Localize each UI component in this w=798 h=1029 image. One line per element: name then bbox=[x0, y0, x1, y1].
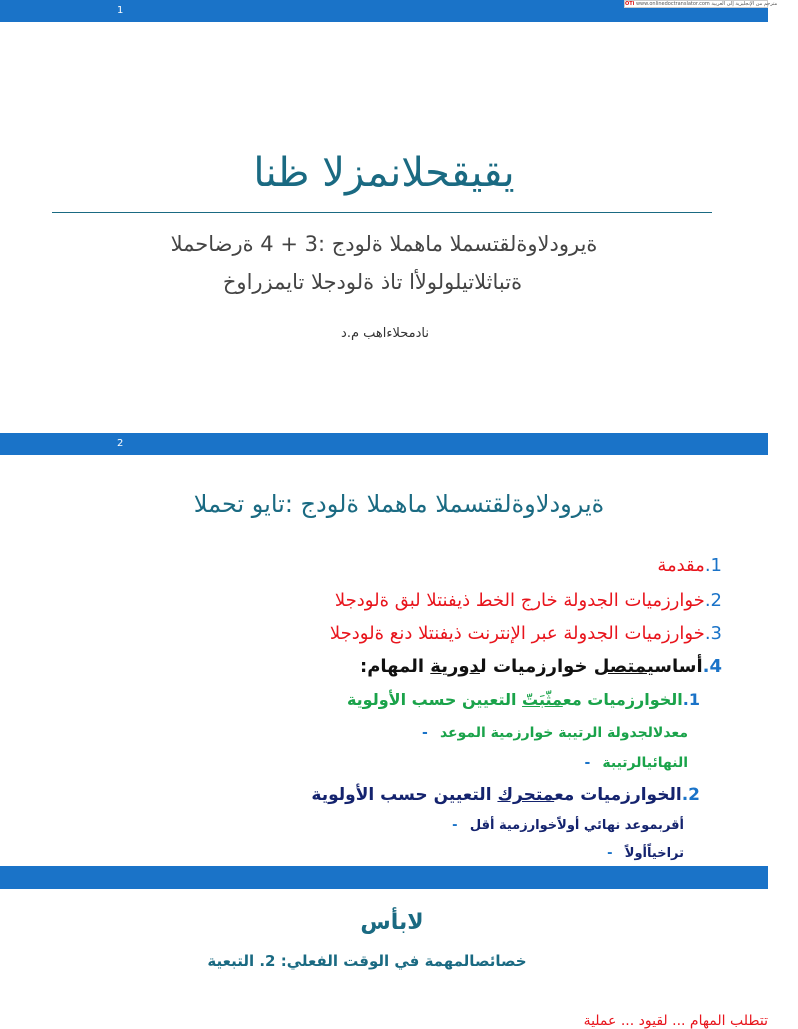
translator-text: www.onlinedoctranslator.com مترجم من الإنجليزية إلى العربية bbox=[635, 1, 778, 7]
slide-1-header-band bbox=[0, 0, 778, 22]
slide-1-title: يقيقحلانمزلا ظنا bbox=[253, 150, 515, 196]
toc-underlined-word: متحرك bbox=[497, 785, 555, 805]
toc-item-text: مقدمة bbox=[657, 555, 705, 576]
toc-item-number: 1. bbox=[682, 690, 700, 709]
toc-item-text: الخوارزميات مع bbox=[554, 785, 682, 805]
toc-item-3 bbox=[330, 623, 722, 644]
toc-item-text: المهام: bbox=[360, 656, 431, 677]
toc-item-4-1 bbox=[347, 690, 700, 709]
translator-watermark[interactable] bbox=[624, 0, 778, 8]
bullet-text: معدلالجدولة الرتيبة خوارزمية الموعد bbox=[439, 725, 688, 741]
toc-item-number: 4. bbox=[702, 656, 722, 677]
bullet-text: تراخياًأولاً bbox=[624, 846, 684, 861]
bullet-text: أقربموعد نهائي أولاًخوارزمية أقل bbox=[469, 818, 684, 833]
dash-bullet-icon: - bbox=[607, 846, 613, 861]
slide-2-title: ةيرودلاوةلقتسملا ماهملا ةلودج :تايو تحملا bbox=[193, 490, 605, 518]
slide-1-author: نادمحلاءاهب م.د bbox=[341, 326, 429, 341]
toc-item-number: 2. bbox=[681, 785, 700, 805]
toc-item-number: 2. bbox=[704, 590, 722, 611]
bullet-text: النهائيالرتيبة bbox=[602, 755, 688, 771]
slide-1-subtitle-2: ةتباثلاتيلولولأا تاذ ةلودجلا تايمزراوخ bbox=[222, 270, 523, 294]
slide-2-number: 2 bbox=[117, 438, 124, 449]
toc-bullet-4-2-1 bbox=[440, 818, 684, 833]
toc-bullet-4-2-2 bbox=[595, 846, 684, 861]
title-divider bbox=[52, 212, 712, 213]
slide-1-number: 1 bbox=[117, 5, 124, 16]
translator-logo: OTi bbox=[625, 1, 635, 7]
slide-3-header-band bbox=[0, 866, 768, 889]
slide-3-title: لابأس bbox=[360, 910, 424, 935]
toc-item-number: 1. bbox=[704, 555, 722, 576]
toc-underlined-word: مثّبَتّ bbox=[522, 690, 563, 709]
dash-bullet-icon: - bbox=[422, 725, 428, 741]
toc-item-2 bbox=[335, 590, 722, 611]
slide-2-header-band bbox=[0, 433, 768, 455]
toc-item-4-2 bbox=[311, 785, 700, 805]
toc-item-text: خوارزميات الجدولة خارج الخط ذيفنتلا لبق ةلودجلا bbox=[334, 590, 705, 611]
toc-underlined-word: متصل bbox=[593, 656, 647, 677]
dash-bullet-icon: - bbox=[584, 755, 591, 771]
slide-1-subtitle-1: ةيرودلاوةلقتسملا ماهملا ةلودج :3 + 4 ةرضاحملا bbox=[170, 232, 598, 256]
toc-item-text: التعيين حسب الأولوية bbox=[346, 690, 523, 709]
toc-item-text: أساسي bbox=[646, 656, 703, 677]
toc-bullet-4-1-1 bbox=[410, 725, 688, 741]
dash-bullet-icon: - bbox=[452, 818, 458, 833]
partial-line: تتطلب المهام ... لقيود ... عملية bbox=[583, 1013, 768, 1029]
toc-underlined-word: دورية bbox=[430, 656, 480, 677]
toc-item-text: التعيين حسب الأولوية bbox=[311, 785, 498, 805]
slide-3-partial-text bbox=[338, 1013, 768, 1029]
toc-item-1 bbox=[657, 555, 722, 576]
toc-item-number: 3. bbox=[704, 623, 722, 644]
toc-bullet-4-1-2 bbox=[572, 755, 688, 771]
toc-item-text: خوارزميات ل bbox=[479, 656, 594, 677]
toc-item-text: خوارزميات الجدولة عبر الإنترنت ذيفنتلا دنع ةلودجلا bbox=[329, 623, 705, 644]
slide-3-subtitle: خصائصالمهمة في الوقت الفعلي: 2. التبعية bbox=[207, 952, 527, 970]
toc-item-4 bbox=[360, 656, 722, 677]
toc-item-text: الخوارزميات مع bbox=[562, 690, 683, 709]
